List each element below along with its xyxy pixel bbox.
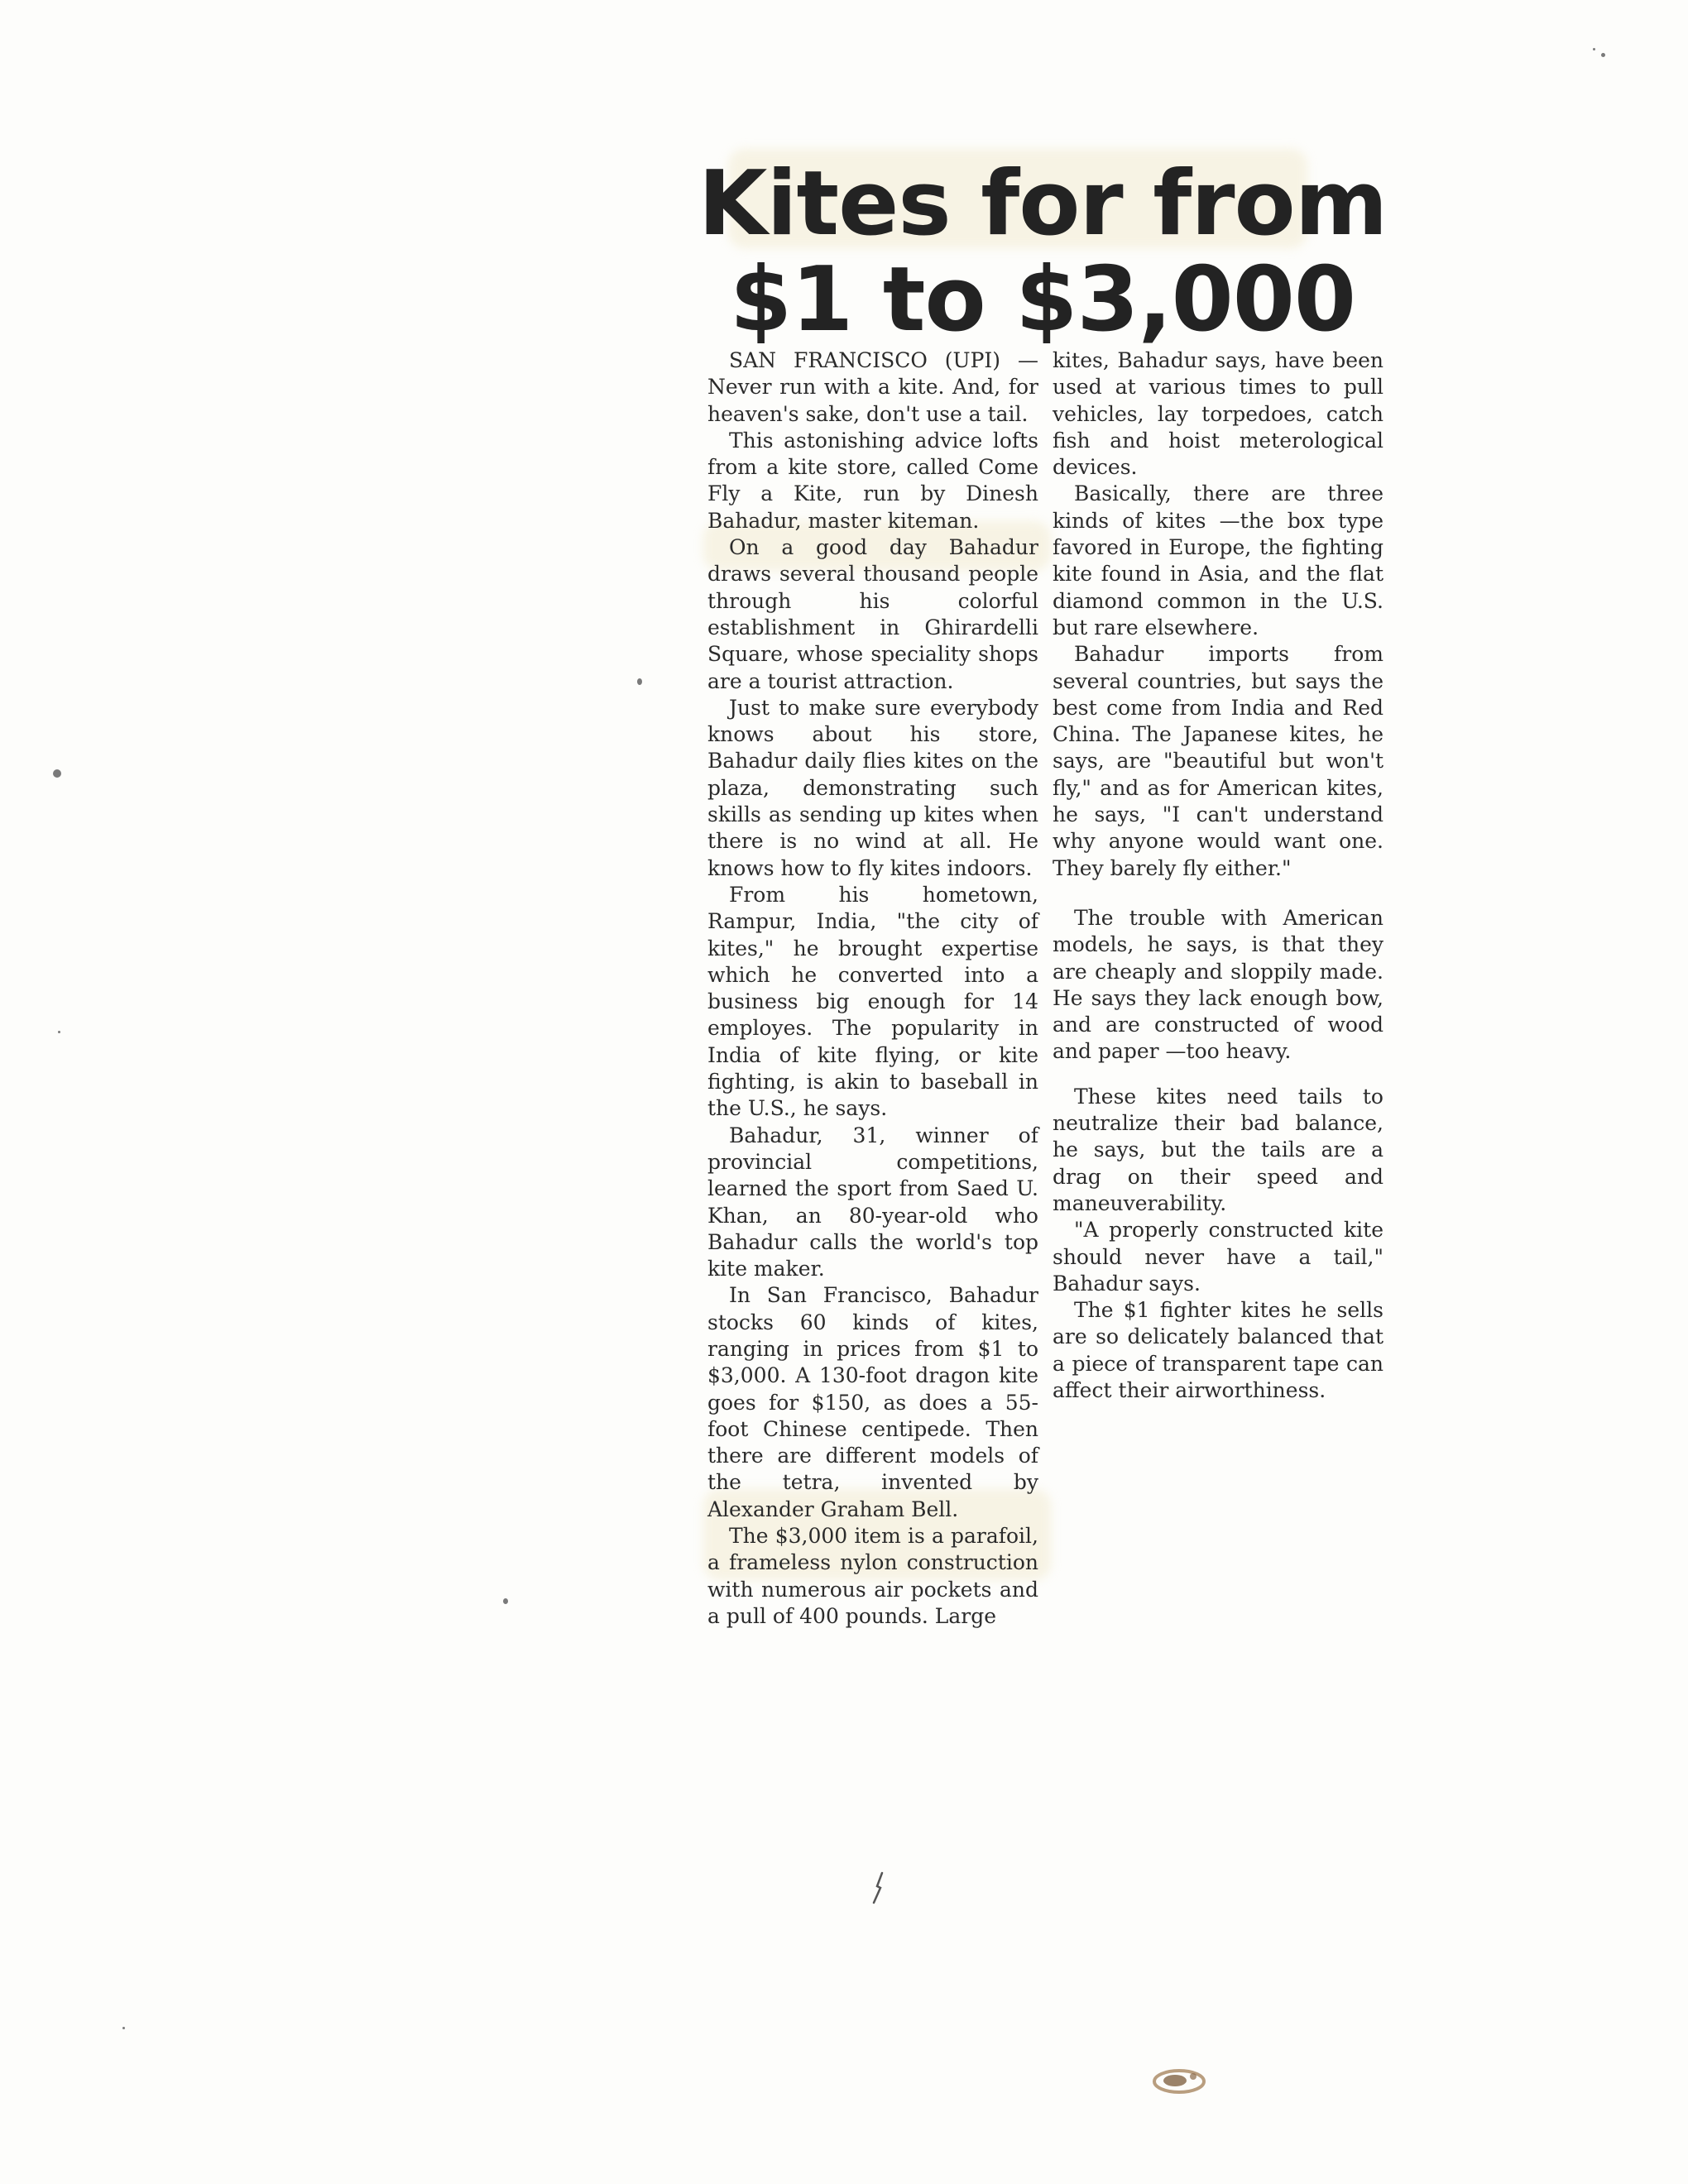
newspaper-clipping	[695, 141, 1390, 1628]
scan-speck	[58, 1031, 60, 1033]
article-paragraph: Just to make sure everybody knows about his store, Bahadur daily flies kites on the plaza, demonstrating such skills as sending up kites when there is no wind at all. He knows how to fly kites indoors.	[707, 695, 1038, 880]
article-paragraph: Bahadur imports from several countries, but says the best come from India and Red China. The Japanese kites, he says, are "beautiful but won't fly," and as for American kites, he says, "I can't understand why anyone would want one. They barely fly either."	[1053, 642, 1383, 880]
headline-line-2: $1 to $3,000	[729, 248, 1356, 352]
article-paragraph: From his hometown, Rampur, India, "the city of kites," he brought expertise which he converted into a business big enough for 14 employes. The popularity in India of kite flying, or kite fighting, is akin to baseball in the U.S., he says.	[707, 882, 1038, 1121]
article-paragraph: The $3,000 item is a parafoil, a frameless nylon construction with numerous air pockets and a pull of 400 pounds. Large	[707, 1524, 1038, 1628]
scan-speck	[122, 2027, 125, 2029]
headline	[695, 152, 1390, 352]
article-paragraph: The trouble with American models, he says, is that they are cheaply and sloppily made. He says they lack enough bow, and are constructed of wood and paper —too heavy.	[1053, 905, 1383, 1064]
article-paragraph: These kites need tails to neutralize their bad balance, he says, but the tails are a drag on their speed and maneuverability.	[1053, 1084, 1383, 1215]
article-paragraph: The $1 fighter kites he sells are so delicately balanced that a piece of transparent tape can affect their airworthiness.	[1053, 1298, 1383, 1402]
article-column-right	[1053, 347, 1383, 1404]
article-paragraph: kites, Bahadur says, have been used at various times to pull vehicles, lay torpedoes, catch fish and hoist meterological devices.	[1053, 348, 1383, 480]
article-paragraph: Basically, there are three kinds of kites —the box type favored in Europe, the fighting kite found in Asia, and the flat diamond common in the U.S. but rare elsewhere.	[1053, 481, 1383, 639]
article-paragraph: On a good day Bahadur draws several thousand people through his colorful establishment in Ghirardelli Square, whose speciality shops are a tourist attraction.	[707, 535, 1038, 693]
headline-line-1: Kites for from	[698, 152, 1388, 256]
scan-speck	[1593, 48, 1595, 50]
article-paragraph: In San Francisco, Bahadur stocks 60 kinds of kites, ranging in prices from $1 to $3,000. A 130-foot dragon kite goes for $150, as does a 55-foot Chinese centipede. Then there are different models of the tetra, invented by Alexander Graham Bell.	[707, 1283, 1038, 1521]
ink-stain-icon	[1150, 2067, 1208, 2095]
scan-speck	[503, 1598, 508, 1604]
scan-speck	[1601, 53, 1605, 57]
article-paragraph: SAN FRANCISCO (UPI) — Never run with a kite. And, for heaven's sake, don't use a tail.	[707, 348, 1038, 426]
scan-speck	[53, 769, 61, 778]
article-paragraph: "A properly constructed kite should never have a tail," Bahadur says.	[1053, 1218, 1383, 1296]
scan-speck	[637, 678, 642, 685]
article-column-left	[707, 347, 1038, 1630]
article-paragraph: Bahadur, 31, winner of provincial competitions, learned the sport from Saed U. Khan, an 80-year-old who Bahadur calls the world's top kite maker.	[707, 1123, 1038, 1281]
article-paragraph: This astonishing advice lofts from a kite store, called Come Fly a Kite, run by Dinesh Bahadur, master kiteman.	[707, 428, 1038, 533]
pencil-mark	[870, 1871, 887, 1911]
